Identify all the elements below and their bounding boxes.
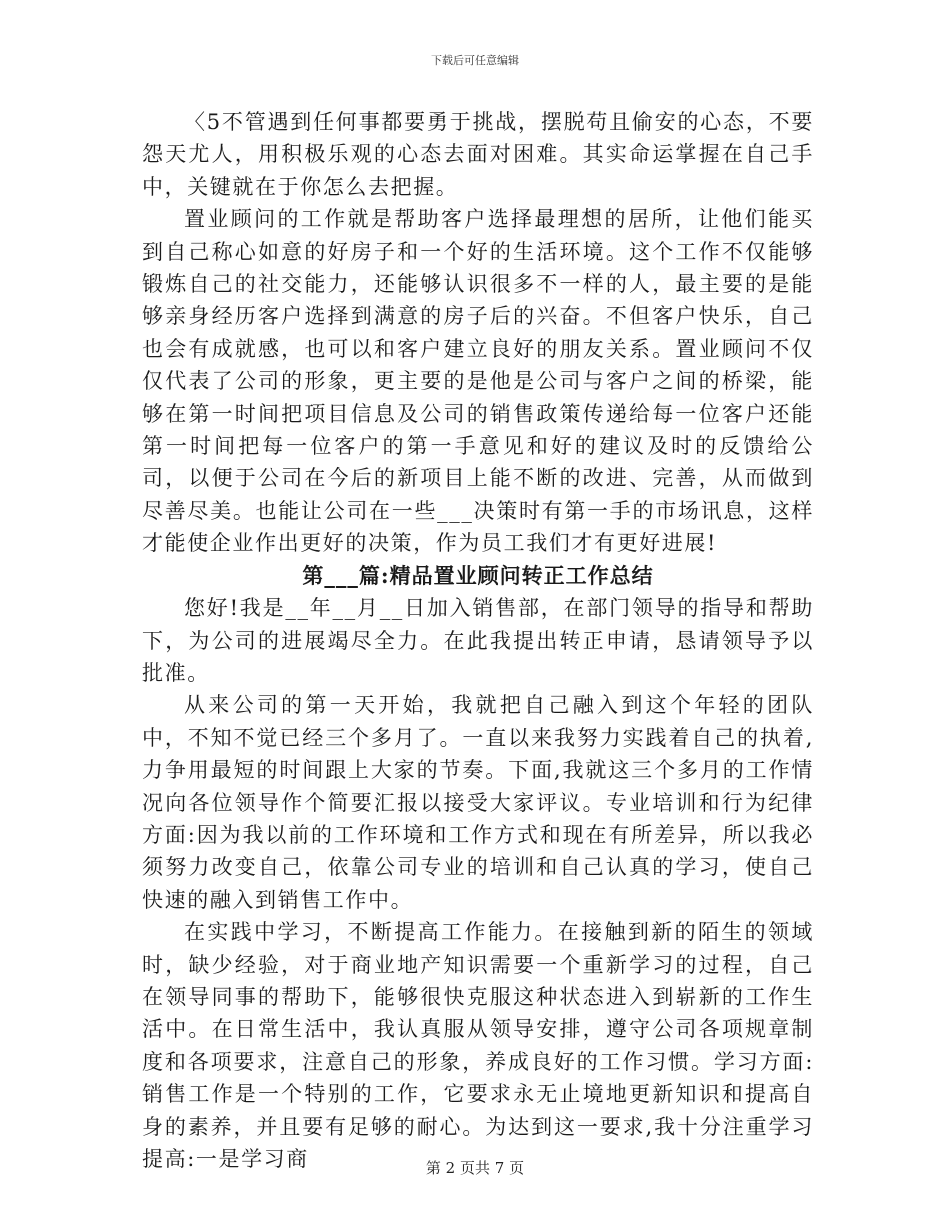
- page-header: 下载后可任意编辑: [431, 54, 519, 67]
- paragraph-attitude: 〈5不管遇到任何事都要勇于挑战，摆脱苟且偷安的心态，不要怨天尤人，用积极乐观的心态去面对困难。其实命运掌握在自己手中，关键就在于你怎么去把握。: [142, 110, 814, 199]
- paragraph-consultant-role: 置业顾问的工作就是帮助客户选择最理想的居所，让他们能买到自己称心如意的好房子和一个好的生活环境。这个工作不仅能够锻炼自己的社交能力，还能够认识很多不一样的人，最主要的是能够亲身经历客户选择到满意的房子后的兴奋。不但客户快乐，自己也会有成就感，也可以和客户建立良好的朋友关系。置业顾问不仅仅代表了公司的形象，更主要的是他是公司与客户之间的桥梁，能够在第一时间把项目信息及公司的销售政策传递给每一位客户还能第一时间把每一位客户的第一手意见和好的建议及时的反馈给公司，以便于公司在今后的新项目上能不断的改进、完善，从而做到尽善尽美。也能让公司在一些___决策时有第一手的市场讯息，这样才能使企业作出更好的决策，作为员工我们才有更好进展!: [142, 207, 814, 556]
- page-footer: 第 2 页共 7 页: [425, 1159, 525, 1177]
- paragraph-first-day: 从来公司的第一天开始，我就把自己融入到这个年轻的团队中，不知不觉已经三个多月了。一直以来我努力实践着自己的执着,力争用最短的时间跟上大家的节奏。下面,我就这三个多月的工作情况向各位领导作个简要汇报以接受大家评议。专业培训和行为纪律方面:因为我以前的工作环境和工作方式和现在有所差异，所以我必须努力改变自己，依靠公司专业的培训和自己认真的学习，使自己快速的融入到销售工作中。: [142, 693, 814, 912]
- document-body: [142, 106, 814, 1175]
- section-title: 第___篇:精品置业顾问转正工作总结: [302, 562, 654, 588]
- paragraph-practice-learning: 在实践中学习，不断提高工作能力。在接触到新的陌生的领域时，缺少经验，对于商业地产知识需要一个重新学习的过程，自己在领导同事的帮助下，能够很快克服这种状态进入到崭新的工作生活中。在日常生活中，我认真服从领导安排，遵守公司各项规章制度和各项要求，注意自己的形象，养成良好的工作习惯。学习方面:销售工作是一个特别的工作，它要求永无止境地更新知识和提高自身的素养，并且要有足够的耐心。为达到这一要求,我十分注重学习提高:一是学习商: [142, 920, 814, 1171]
- paragraph-greeting: 您好!我是__年__月__日加入销售部，在部门领导的指导和帮助下，为公司的进展竭尽全力。在此我提出转正申请，恳请领导予以批准。: [142, 596, 814, 685]
